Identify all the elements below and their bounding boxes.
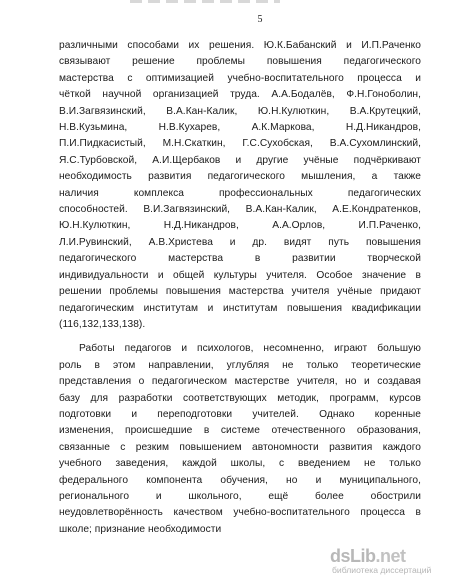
text-line: подготовки и переподготовки учителей. Однако коренные bbox=[59, 408, 421, 420]
body-text bbox=[59, 38, 421, 538]
text-line: мастерства с оптимизацией учебно-воспитательного процесса и bbox=[59, 72, 421, 84]
watermark-subtitle: библиотека диссертаций bbox=[332, 565, 432, 575]
text-line: представления о педагогическом мастерстве учителя, но и создавая bbox=[59, 376, 421, 388]
watermark-logo-suffix: .net bbox=[375, 546, 406, 566]
text-line: федерального компонента обучения, но и муниципального, bbox=[59, 474, 421, 486]
text-line: изменения, происшедшие в системе отечественного образования, bbox=[59, 425, 421, 437]
text-line: П.И.Пидкасистый, М.Н.Скаткин, Г.С.Сухобская, В.А.Сухомлинский, bbox=[59, 138, 421, 150]
text-line: индивидуальности и общей культуры учителя. Особое значение в bbox=[59, 269, 421, 281]
text-line: базу для разработки соответствующих методик, программ, курсов bbox=[59, 392, 421, 404]
page-number: 5 bbox=[257, 14, 263, 25]
text-line: связанные с резким повышением автономности развития каждого bbox=[59, 441, 421, 453]
paragraph-2 bbox=[59, 341, 421, 538]
text-line: Работы педагогов и психологов, несомненно, играют большую bbox=[79, 343, 421, 355]
text-line: Ю.Н.Кулюткин, Н.Д.Никандров, А.А.Орлов, И.П.Раченко, bbox=[59, 220, 421, 232]
text-line: способностей. В.И.Загвязинский, В.А.Кан-Калик, А.Е.Кондратенков, bbox=[59, 204, 421, 216]
paragraph-1 bbox=[59, 38, 421, 333]
text-line: чёткой научной организацией труда. А.А.Бодалёв, Ф.Н.Гоноболин, bbox=[59, 89, 421, 101]
text-line: роль в этом направлении, углубляя не только теоретические bbox=[59, 359, 421, 371]
watermark-logo-main: dsLib bbox=[330, 546, 376, 566]
text-line: школе; признание необходимости bbox=[59, 523, 222, 535]
text-line: Н.В.Кузьмина, Н.В.Кухарев, А.К.Маркова, Н.Д.Никандров, bbox=[59, 122, 421, 134]
text-line: неудовлетворённость качеством учебно-воспитательного процесса в bbox=[59, 507, 421, 519]
text-line: В.И.Загвязинский, В.А.Кан-Калик, Ю.Н.Кулюткин, В.А.Крутецкий, bbox=[59, 105, 421, 117]
text-line: наличия комплекса профессиональных педагогических bbox=[59, 187, 421, 199]
text-line: педагогическим институтам и институтам повышения квадификации bbox=[59, 302, 421, 314]
text-line: педагогического мастерства в развитии творческой bbox=[59, 253, 421, 265]
text-line: (116,132,133,138). bbox=[59, 318, 146, 330]
text-line: необходимость развития педагогического мышления, а также bbox=[59, 171, 421, 183]
scan-artifact bbox=[130, 0, 280, 3]
text-line: различными способами их решения. Ю.К.Бабанский и И.П.Раченко bbox=[59, 40, 421, 51]
text-line: решении проблемы повышения мастерства учителя учёные придают bbox=[59, 286, 421, 298]
watermark-logo bbox=[330, 546, 406, 567]
site-watermark bbox=[330, 548, 448, 578]
text-line: Я.С.Турбовской, А.И.Щербаков и другие учёные подчёркивают bbox=[59, 154, 421, 166]
text-line: Л.И.Рувинский, А.В.Христева и др. видят путь повышения bbox=[59, 236, 421, 248]
text-line: учебного заведения, каждой школы, с введением не только bbox=[59, 458, 421, 470]
text-line: регионального и школьного, ещё более обострили bbox=[59, 490, 421, 502]
text-line: связывают решение проблемы повышения педагогического bbox=[59, 56, 421, 68]
